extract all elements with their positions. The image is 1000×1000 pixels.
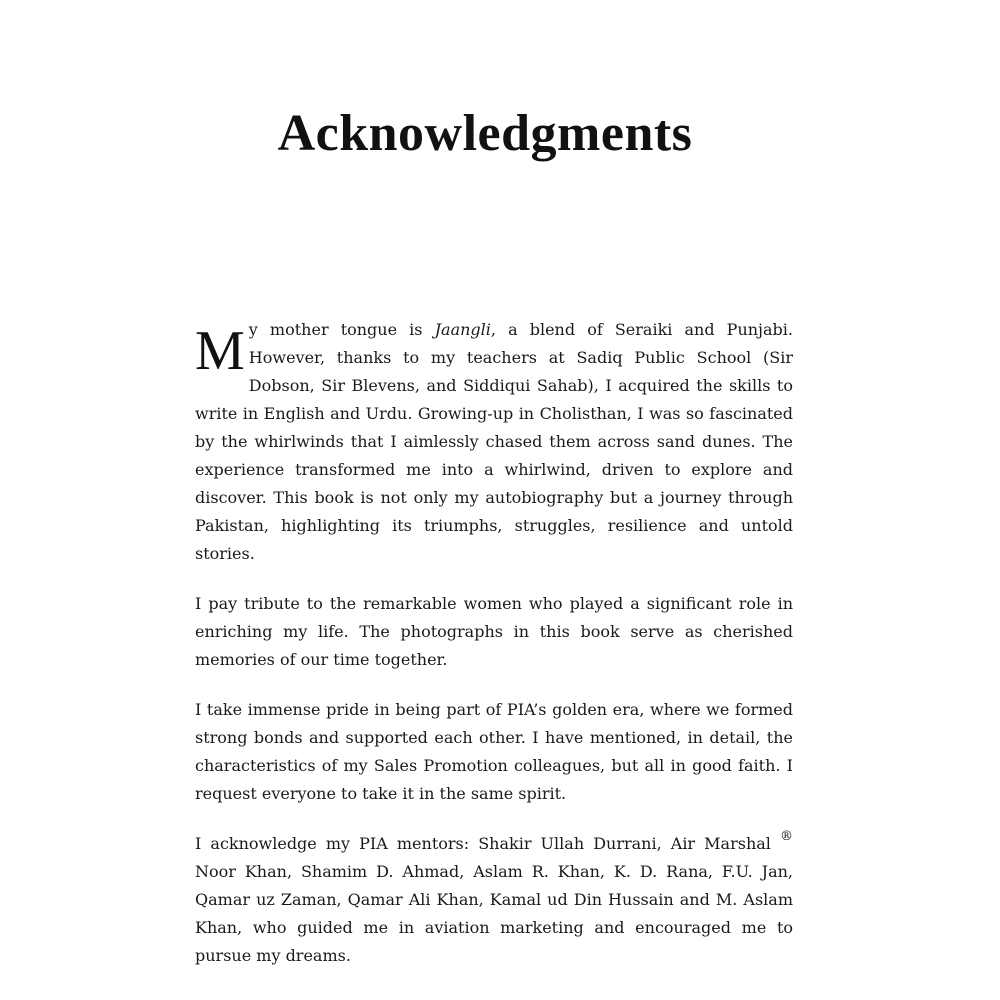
paragraph-4-text-start: I acknowledge my PIA mentors: Shakir Ullah Durrani, Air Marshal — [195, 834, 780, 853]
registered-mark: ® — [780, 829, 793, 844]
paragraph-3: I take immense pride in being part of PIA’s golden era, where we formed strong bonds and supported each other. I have mentioned, in detail, the characteristics of my Sales Promotion colleagues, but all in good faith. I request everyone to take it in the same spirit. — [195, 700, 793, 803]
page-title: Acknowledgments — [277, 105, 693, 162]
paragraph-1-emphasis: Jaangli — [434, 320, 491, 339]
paragraph-1-text-end: , a blend of Seraiki and Punjabi. However, thanks to my teachers at Sadiq Public School (Sir Dobson, Sir Blevens, and Siddiqui Sahab), I acquired the skills to write in English and Urdu. Growing-up in Cholisthan, I was so fascinated by the whirlwinds that I aimlessly chased them across sand dunes. The experience transformed me into a whirlwind, driven to explore and discover. This book is not only my autobiography but a journey through Pakistan, highlighting its triumphs, struggles, resilience and untold stories. — [195, 320, 793, 563]
paragraph-1-text-start: y mother tongue is — [248, 320, 435, 339]
paragraph-4-text-end: Noor Khan, Shamim D. Ahmad, Aslam R. Khan, K. D. Rana, F.U. Jan, Qamar uz Zaman, Qamar Ali Khan, Kamal ud Din Hussain and M. Aslam Khan, who guided me in aviation marketing and encouraged me to pursue my dreams. — [195, 862, 793, 965]
paragraph-2: I pay tribute to the remarkable women who played a significant role in enriching my life. The photographs in this book serve as cherished memories of our time together. — [195, 594, 793, 669]
paragraph-4 — [195, 830, 793, 970]
paragraph-1 — [195, 316, 793, 568]
drop-cap: M — [195, 320, 245, 382]
acknowledgments-body — [195, 316, 793, 992]
